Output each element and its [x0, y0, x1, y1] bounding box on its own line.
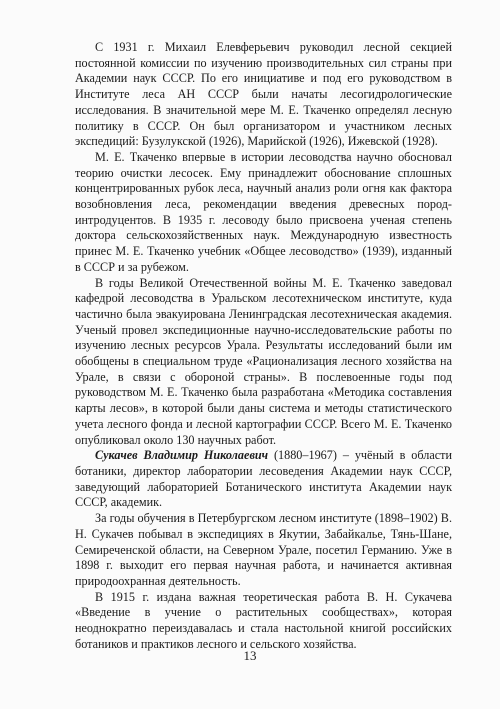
bio-paragraph [75, 448, 452, 511]
paragraph: В 1915 г. издана важная теоретическая работа В. Н. Сукачева «Введение в учение о растительных сообществах», которая неоднократно переиздавалась и стала настольной книгой российских ботаников и практиков лесного и сельского хозяйства. [75, 589, 452, 651]
paragraph: М. Е. Ткаченко впервые в истории лесоводства научно обосновал теорию очистки лесосек. Ему принадлежит обоснование сплошных концентрированных рубок леса, научный анализ роли огня как фактора возобновления леса, рекомендации введения древесных пород-интродуцентов. В 1935 г. лесоводу было присвоена ученая степень доктора сельскохозяйственных наук. Международную известность принес М. Е. Ткаченко учебник «Общее лесоводство» (1939), изданный в СССР и за рубежом. [75, 149, 452, 274]
paragraph: За годы обучения в Петербургском лесном институте (1898–1902) В. Н. Сукачев побывал в экспедициях в Якутии, Забайкалье, Тянь-Шане, Семиреченской области, на Северном Урале, посетил Германию. Уже в 1898 г. выходит его первая научная работа, и начинается активная природоохранная деятельность. [75, 511, 452, 588]
bio-description: (1880–1967) – учёный в области ботаники, директор лаборатории лесоведения Академии наук СССР, заведующий лабораторией Ботанического института Академии наук СССР, академик. [75, 448, 452, 510]
paragraph: С 1931 г. Михаил Елевферьевич руководил лесной секцией постоянной комиссии по изучению производительных сил страны при Академии наук СССР. По его инициативе и под его руководством в Институте леса АН СССР были начаты лесогидрологические исследования. В значительной мере М. Е. Ткаченко определял лесную политику в СССР. Он был организатором и участником лесных экспедиций: Бузулукской (1926), Марийской (1926), Ижевской (1928). [75, 40, 452, 149]
body-text [75, 40, 452, 652]
paragraph: В годы Великой Отечественной войны М. Е. Ткаченко заведовал кафедрой лесоводства в Уральском лесотехническом институте, куда частично была эвакуирована Ленинградская лесотехническая академия. Ученый провел экспедиционные научно-исследовательские работы по изучению лесных ресурсов Урала. Результаты исследований были им обобщены в специальном труде «Рационализация лесного хозяйства на Урале, в связи с обороной страны». В послевоенные годы под руководством М. Е. Ткаченко была разработана «Методика составления карты лесов», в которой были даны система и методы статистического учета лесного фонда и лесной картографии СССР. Всего М. Е. Ткаченко опубликовал около 130 научных работ. [75, 275, 452, 447]
page-number: 13 [243, 648, 257, 663]
bio-name: Сукачев Владимир Николаевич [95, 448, 269, 463]
